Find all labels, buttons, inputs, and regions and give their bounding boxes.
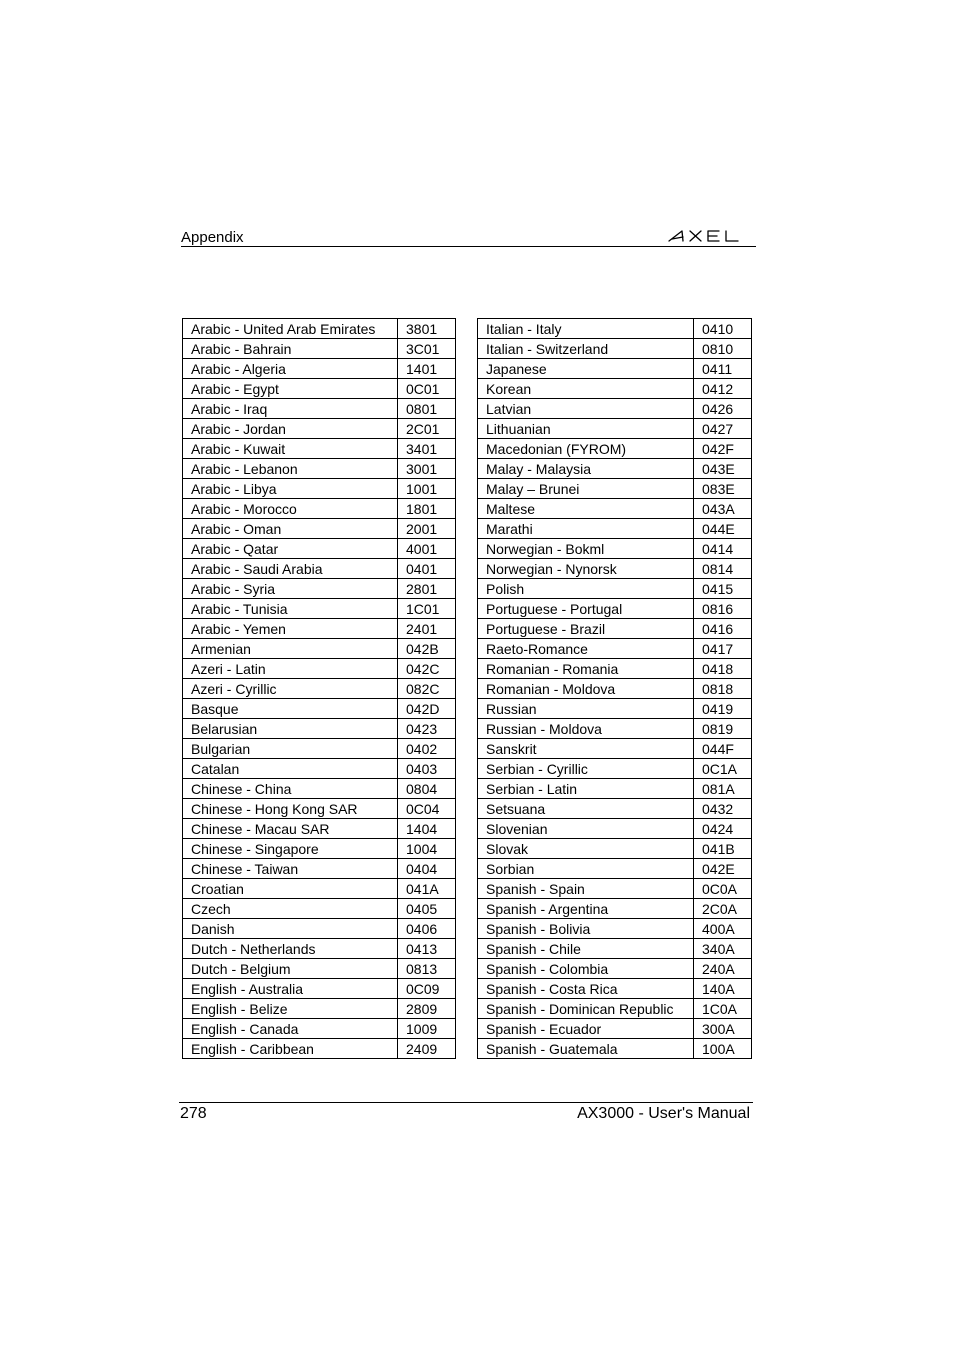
- table-row: [478, 359, 752, 379]
- language-code: 2801: [398, 579, 456, 599]
- language-code: 100A: [694, 1039, 752, 1059]
- table-row: [183, 679, 456, 699]
- table-row: [478, 919, 752, 939]
- language-name: Arabic - Qatar: [183, 539, 398, 559]
- language-code: 2401: [398, 619, 456, 639]
- table-row: [183, 939, 456, 959]
- language-name: Raeto-Romance: [478, 639, 694, 659]
- language-name: Malay – Brunei: [478, 479, 694, 499]
- table-row: [478, 739, 752, 759]
- language-code: 0406: [398, 919, 456, 939]
- language-code: 041B: [694, 839, 752, 859]
- language-code: 0C1A: [694, 759, 752, 779]
- language-code: 0810: [694, 339, 752, 359]
- language-name: Arabic - Morocco: [183, 499, 398, 519]
- language-name: Setsuana: [478, 799, 694, 819]
- language-code: 3401: [398, 439, 456, 459]
- language-code: 3001: [398, 459, 456, 479]
- language-code: 0801: [398, 399, 456, 419]
- language-code: 044F: [694, 739, 752, 759]
- language-name: Spanish - Colombia: [478, 959, 694, 979]
- table-row: [478, 479, 752, 499]
- language-name: Spanish - Bolivia: [478, 919, 694, 939]
- table-row: [478, 439, 752, 459]
- language-code: 0432: [694, 799, 752, 819]
- table-row: [478, 1019, 752, 1039]
- language-code: 042C: [398, 659, 456, 679]
- language-name: Arabic - Syria: [183, 579, 398, 599]
- table-row: [183, 539, 456, 559]
- language-code: 2C01: [398, 419, 456, 439]
- language-code: 140A: [694, 979, 752, 999]
- language-name: Arabic - Iraq: [183, 399, 398, 419]
- language-code: 240A: [694, 959, 752, 979]
- language-code: 0402: [398, 739, 456, 759]
- language-name: Arabic - United Arab Emirates: [183, 319, 398, 339]
- language-name: Spanish - Ecuador: [478, 1019, 694, 1039]
- table-row: [183, 419, 456, 439]
- table-row: [478, 339, 752, 359]
- language-name: Spanish - Argentina: [478, 899, 694, 919]
- language-name: Chinese - China: [183, 779, 398, 799]
- language-code: 2809: [398, 999, 456, 1019]
- language-code: 0415: [694, 579, 752, 599]
- page-footer: [179, 1102, 753, 1127]
- language-name: Italian - Italy: [478, 319, 694, 339]
- language-name: Sorbian: [478, 859, 694, 879]
- table-row: [478, 319, 752, 339]
- language-code: 1404: [398, 819, 456, 839]
- language-code: 042B: [398, 639, 456, 659]
- language-code: 0C0A: [694, 879, 752, 899]
- table-row: [183, 479, 456, 499]
- language-code: 083E: [694, 479, 752, 499]
- language-name: Russian: [478, 699, 694, 719]
- language-name: Spanish - Chile: [478, 939, 694, 959]
- table-row: [478, 939, 752, 959]
- language-name: Arabic - Kuwait: [183, 439, 398, 459]
- language-name: Basque: [183, 699, 398, 719]
- table-row: [478, 859, 752, 879]
- language-name: Maltese: [478, 499, 694, 519]
- language-code: 0813: [398, 959, 456, 979]
- language-code: 044E: [694, 519, 752, 539]
- table-row: [183, 379, 456, 399]
- language-name: Romanian - Romania: [478, 659, 694, 679]
- table-row: [183, 579, 456, 599]
- language-code: 0816: [694, 599, 752, 619]
- language-name: Portuguese - Portugal: [478, 599, 694, 619]
- table-row: [183, 499, 456, 519]
- table-row: [183, 519, 456, 539]
- table-row: [183, 899, 456, 919]
- language-name: Serbian - Latin: [478, 779, 694, 799]
- table-row: [478, 499, 752, 519]
- table-row: [478, 779, 752, 799]
- table-row: [183, 599, 456, 619]
- language-code: 1009: [398, 1019, 456, 1039]
- table-row: [478, 979, 752, 999]
- table-row: [183, 559, 456, 579]
- language-code: 0C09: [398, 979, 456, 999]
- language-name: Czech: [183, 899, 398, 919]
- language-name: Latvian: [478, 399, 694, 419]
- language-code: 400A: [694, 919, 752, 939]
- language-name: Dutch - Netherlands: [183, 939, 398, 959]
- language-name: Armenian: [183, 639, 398, 659]
- language-code: 0423: [398, 719, 456, 739]
- language-code: 042F: [694, 439, 752, 459]
- table-row: [183, 739, 456, 759]
- language-code: 0419: [694, 699, 752, 719]
- language-name: Macedonian (FYROM): [478, 439, 694, 459]
- table-row: [478, 459, 752, 479]
- language-name: Catalan: [183, 759, 398, 779]
- table-row: [478, 579, 752, 599]
- language-name: Azeri - Cyrillic: [183, 679, 398, 699]
- table-row: [183, 879, 456, 899]
- table-row: [183, 959, 456, 979]
- language-name: English - Canada: [183, 1019, 398, 1039]
- language-code: 0819: [694, 719, 752, 739]
- language-code: 0818: [694, 679, 752, 699]
- language-code: 0804: [398, 779, 456, 799]
- table-row: [478, 399, 752, 419]
- language-name: English - Australia: [183, 979, 398, 999]
- language-code: 041A: [398, 879, 456, 899]
- table-row: [183, 319, 456, 339]
- table-row: [183, 399, 456, 419]
- table-row: [478, 759, 752, 779]
- language-name: Azeri - Latin: [183, 659, 398, 679]
- table-row: [478, 419, 752, 439]
- language-name: Danish: [183, 919, 398, 939]
- language-code-table-left: [182, 318, 456, 1059]
- language-name: Spanish - Spain: [478, 879, 694, 899]
- table-row: [183, 719, 456, 739]
- language-name: Polish: [478, 579, 694, 599]
- table-row: [183, 339, 456, 359]
- table-row: [183, 999, 456, 1019]
- language-code: 3801: [398, 319, 456, 339]
- language-name: Norwegian - Nynorsk: [478, 559, 694, 579]
- table-row: [183, 619, 456, 639]
- table-row: [478, 619, 752, 639]
- language-code: 0401: [398, 559, 456, 579]
- table-row: [183, 639, 456, 659]
- language-name: Arabic - Libya: [183, 479, 398, 499]
- language-code: 0424: [694, 819, 752, 839]
- language-name: Spanish - Dominican Republic: [478, 999, 694, 1019]
- table-row: [183, 819, 456, 839]
- language-code: 0410: [694, 319, 752, 339]
- language-code: 1801: [398, 499, 456, 519]
- table-row: [478, 659, 752, 679]
- language-name: Bulgarian: [183, 739, 398, 759]
- table-row: [183, 979, 456, 999]
- table-row: [478, 959, 752, 979]
- language-code: 0418: [694, 659, 752, 679]
- language-name: Chinese - Taiwan: [183, 859, 398, 879]
- table-row: [183, 359, 456, 379]
- language-code: 043E: [694, 459, 752, 479]
- language-code: 300A: [694, 1019, 752, 1039]
- table-row: [478, 679, 752, 699]
- language-code: 0413: [398, 939, 456, 959]
- language-name: Arabic - Algeria: [183, 359, 398, 379]
- language-code: 0412: [694, 379, 752, 399]
- language-code: 1401: [398, 359, 456, 379]
- language-name: Spanish - Guatemala: [478, 1039, 694, 1059]
- language-name: Dutch - Belgium: [183, 959, 398, 979]
- language-code: 0814: [694, 559, 752, 579]
- table-row: [183, 799, 456, 819]
- table-row: [478, 539, 752, 559]
- table-row: [478, 879, 752, 899]
- language-name: Romanian - Moldova: [478, 679, 694, 699]
- language-name: Chinese - Hong Kong SAR: [183, 799, 398, 819]
- section-title: Appendix: [181, 229, 244, 246]
- language-name: Arabic - Yemen: [183, 619, 398, 639]
- language-name: Serbian - Cyrillic: [478, 759, 694, 779]
- table-row: [478, 819, 752, 839]
- page-number: 278: [180, 1105, 207, 1122]
- language-code: 042D: [398, 699, 456, 719]
- language-name: Arabic - Jordan: [183, 419, 398, 439]
- language-name: Arabic - Bahrain: [183, 339, 398, 359]
- language-code-table-right: [477, 318, 752, 1059]
- language-code: 340A: [694, 939, 752, 959]
- table-row: [478, 639, 752, 659]
- page-header: [181, 226, 756, 247]
- table-row: [183, 1039, 456, 1059]
- table-row: [478, 899, 752, 919]
- table-row: [183, 459, 456, 479]
- table-row: [478, 1039, 752, 1059]
- language-name: Spanish - Costa Rica: [478, 979, 694, 999]
- language-code: 0417: [694, 639, 752, 659]
- table-row: [183, 759, 456, 779]
- table-row: [183, 859, 456, 879]
- language-name: Chinese - Singapore: [183, 839, 398, 859]
- language-name: Arabic - Lebanon: [183, 459, 398, 479]
- language-code: 0427: [694, 419, 752, 439]
- language-code: 1004: [398, 839, 456, 859]
- language-code: 042E: [694, 859, 752, 879]
- language-code: 1001: [398, 479, 456, 499]
- language-name: Russian - Moldova: [478, 719, 694, 739]
- manual-title: AX3000 - User's Manual: [577, 1105, 750, 1122]
- language-name: Norwegian - Bokml: [478, 539, 694, 559]
- language-name: Korean: [478, 379, 694, 399]
- table-row: [478, 599, 752, 619]
- table-row: [183, 1019, 456, 1039]
- language-code: 3C01: [398, 339, 456, 359]
- language-name: Marathi: [478, 519, 694, 539]
- language-code: 0405: [398, 899, 456, 919]
- language-name: Chinese - Macau SAR: [183, 819, 398, 839]
- table-row: [183, 919, 456, 939]
- table-row: [478, 719, 752, 739]
- language-code: 0C01: [398, 379, 456, 399]
- table-row: [183, 699, 456, 719]
- table-row: [183, 839, 456, 859]
- table-row: [478, 999, 752, 1019]
- language-code: 4001: [398, 539, 456, 559]
- language-code: 0404: [398, 859, 456, 879]
- language-name: Portuguese - Brazil: [478, 619, 694, 639]
- language-name: Sanskrit: [478, 739, 694, 759]
- language-code: 2C0A: [694, 899, 752, 919]
- language-name: Lithuanian: [478, 419, 694, 439]
- table-row: [478, 559, 752, 579]
- table-row: [478, 519, 752, 539]
- language-name: Belarusian: [183, 719, 398, 739]
- language-code: 043A: [694, 499, 752, 519]
- table-row: [183, 659, 456, 679]
- axel-logo: [668, 226, 756, 246]
- language-name: Arabic - Tunisia: [183, 599, 398, 619]
- language-code: 0426: [694, 399, 752, 419]
- language-code: 2409: [398, 1039, 456, 1059]
- table-row: [183, 779, 456, 799]
- table-row: [478, 699, 752, 719]
- language-code: 1C0A: [694, 999, 752, 1019]
- language-name: English - Belize: [183, 999, 398, 1019]
- language-code: 0C04: [398, 799, 456, 819]
- language-code: 1C01: [398, 599, 456, 619]
- language-code: 082C: [398, 679, 456, 699]
- table-row: [183, 439, 456, 459]
- language-name: Slovak: [478, 839, 694, 859]
- language-name: Italian - Switzerland: [478, 339, 694, 359]
- language-name: Slovenian: [478, 819, 694, 839]
- language-code: 0414: [694, 539, 752, 559]
- language-name: English - Caribbean: [183, 1039, 398, 1059]
- language-name: Arabic - Oman: [183, 519, 398, 539]
- language-name: Arabic - Saudi Arabia: [183, 559, 398, 579]
- language-name: Japanese: [478, 359, 694, 379]
- table-row: [478, 839, 752, 859]
- language-code: 0416: [694, 619, 752, 639]
- table-row: [478, 799, 752, 819]
- language-name: Arabic - Egypt: [183, 379, 398, 399]
- language-code: 2001: [398, 519, 456, 539]
- language-code: 0411: [694, 359, 752, 379]
- language-code: 081A: [694, 779, 752, 799]
- table-row: [478, 379, 752, 399]
- language-name: Malay - Malaysia: [478, 459, 694, 479]
- language-code: 0403: [398, 759, 456, 779]
- language-name: Croatian: [183, 879, 398, 899]
